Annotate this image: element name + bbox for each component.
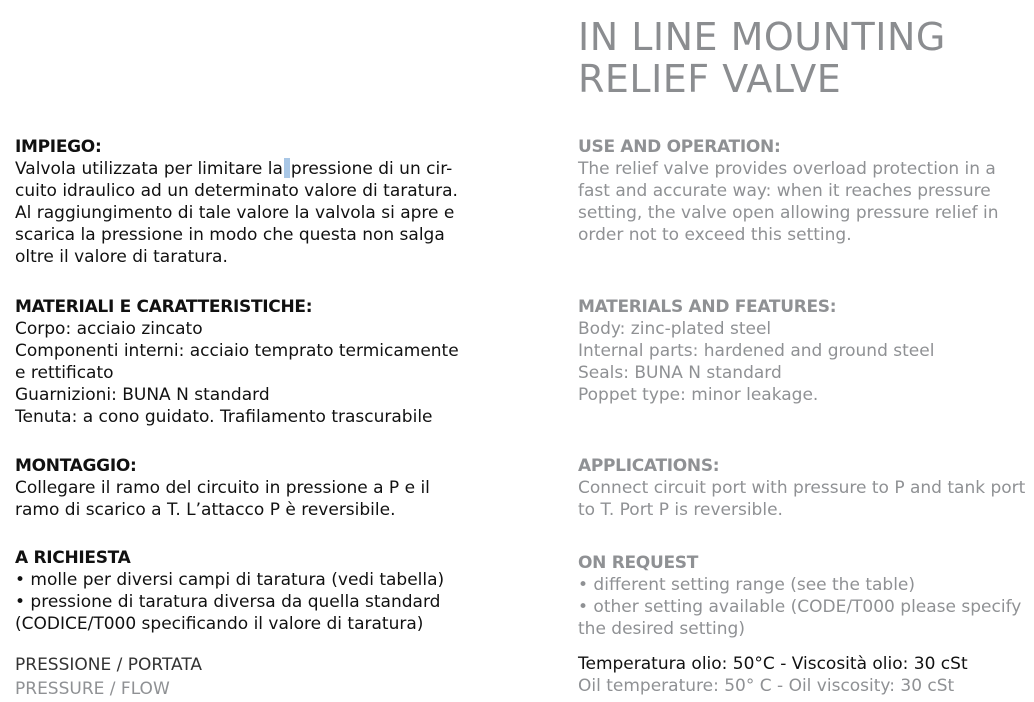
english-materials-line-3: Seals: BUNA N standard <box>578 363 782 383</box>
english-use-line-2: fast and accurate way: when it reaches pressure <box>578 181 991 201</box>
english-use-line-3: setting, the valve open allowing pressure relief in <box>578 203 999 223</box>
english-materials-line-2: Internal parts: hardened and ground steel <box>578 341 935 361</box>
italian-request-line-3: (CODICE/T000 specificando il valore di taratura) <box>15 614 424 634</box>
english-use-line-1: The relief valve provides overload protection in a <box>578 159 996 179</box>
italian-request-section <box>15 547 444 635</box>
italian-use-line-1 <box>15 158 458 180</box>
english-use-heading: USE AND OPERATION: <box>578 137 781 157</box>
italian-materials-section <box>15 296 459 428</box>
italian-mounting-heading: MONTAGGIO: <box>15 456 137 476</box>
italian-request-line-2: • pressione di taratura diversa da quella standard <box>15 592 441 612</box>
italian-request-heading: A RICHIESTA <box>15 548 131 568</box>
english-request-heading: ON REQUEST <box>578 553 699 573</box>
italian-materials-heading: MATERIALI E CARATTERISTICHE: <box>15 297 313 317</box>
english-request-line-2: • other setting available (CODE/T000 please specify <box>578 597 1022 617</box>
italian-use-line-5: oltre il valore di taratura. <box>15 247 228 267</box>
page-title <box>578 16 946 100</box>
english-applications-line-1: Connect circuit port with pressure to P and tank port <box>578 478 1026 498</box>
italian-mounting-line-2: ramo di scarico a T. L’attacco P è reversibile. <box>15 500 396 520</box>
italian-mounting-section <box>15 455 430 521</box>
english-materials-line-1: Body: zinc-plated steel <box>578 319 772 339</box>
title-line-1: IN LINE MOUNTING <box>578 15 946 59</box>
temperature-english: Oil temperature: 50° C - Oil viscosity: 30 cSt <box>578 676 955 696</box>
english-use-line-4: order not to exceed this setting. <box>578 225 852 245</box>
english-request-line-1: • different setting range (see the table) <box>578 575 916 595</box>
english-request-line-3: the desired setting) <box>578 619 745 639</box>
temperature-italian: Temperatura olio: 50°C - Viscosità olio: 30 cSt <box>578 654 968 674</box>
italian-use-line-1a: Valvola utilizzata per limitare la <box>15 159 283 179</box>
italian-use-line-2: cuito idraulico ad un determinato valore di taratura. <box>15 181 458 201</box>
italian-use-line-3: Al raggiungimento di tale valore la valvola si apre e <box>15 203 455 223</box>
italian-request-line-1: • molle per diversi campi di taratura (vedi tabella) <box>15 570 445 590</box>
title-line-2: RELIEF VALVE <box>578 57 842 101</box>
english-applications-heading: APPLICATIONS: <box>578 456 720 476</box>
english-materials-line-4: Poppet type: minor leakage. <box>578 385 819 405</box>
temperature-section <box>578 653 968 697</box>
italian-mounting-line-1: Collegare il ramo del circuito in pressione a P e il <box>15 478 430 498</box>
text-cursor <box>284 158 290 178</box>
pressure-label-italian: PRESSIONE / PORTATA <box>15 655 203 675</box>
italian-use-line-4: scarica la pressione in modo che questa non salga <box>15 225 445 245</box>
italian-materials-line-4: Guarnizioni: BUNA N standard <box>15 385 270 405</box>
pressure-label-english: PRESSURE / FLOW <box>15 679 170 699</box>
english-use-section <box>578 136 999 246</box>
italian-use-section <box>15 136 458 268</box>
italian-materials-line-5: Tenuta: a cono guidato. Trafilamento trascurabile <box>15 407 433 427</box>
italian-use-heading: IMPIEGO: <box>15 137 102 157</box>
english-applications-section <box>578 455 1025 521</box>
english-applications-line-2: to T. Port P is reversible. <box>578 500 783 520</box>
english-request-section <box>578 552 1021 640</box>
italian-materials-line-2: Componenti interni: acciaio temprato termicamente <box>15 341 459 361</box>
italian-use-line-1b: pressione di un cir- <box>290 159 453 179</box>
italian-materials-line-3: e rettificato <box>15 363 114 383</box>
english-materials-heading: MATERIALS AND FEATURES: <box>578 297 837 317</box>
italian-materials-line-1: Corpo: acciaio zincato <box>15 319 203 339</box>
pressure-flow-labels <box>15 653 202 701</box>
english-materials-section <box>578 296 934 406</box>
